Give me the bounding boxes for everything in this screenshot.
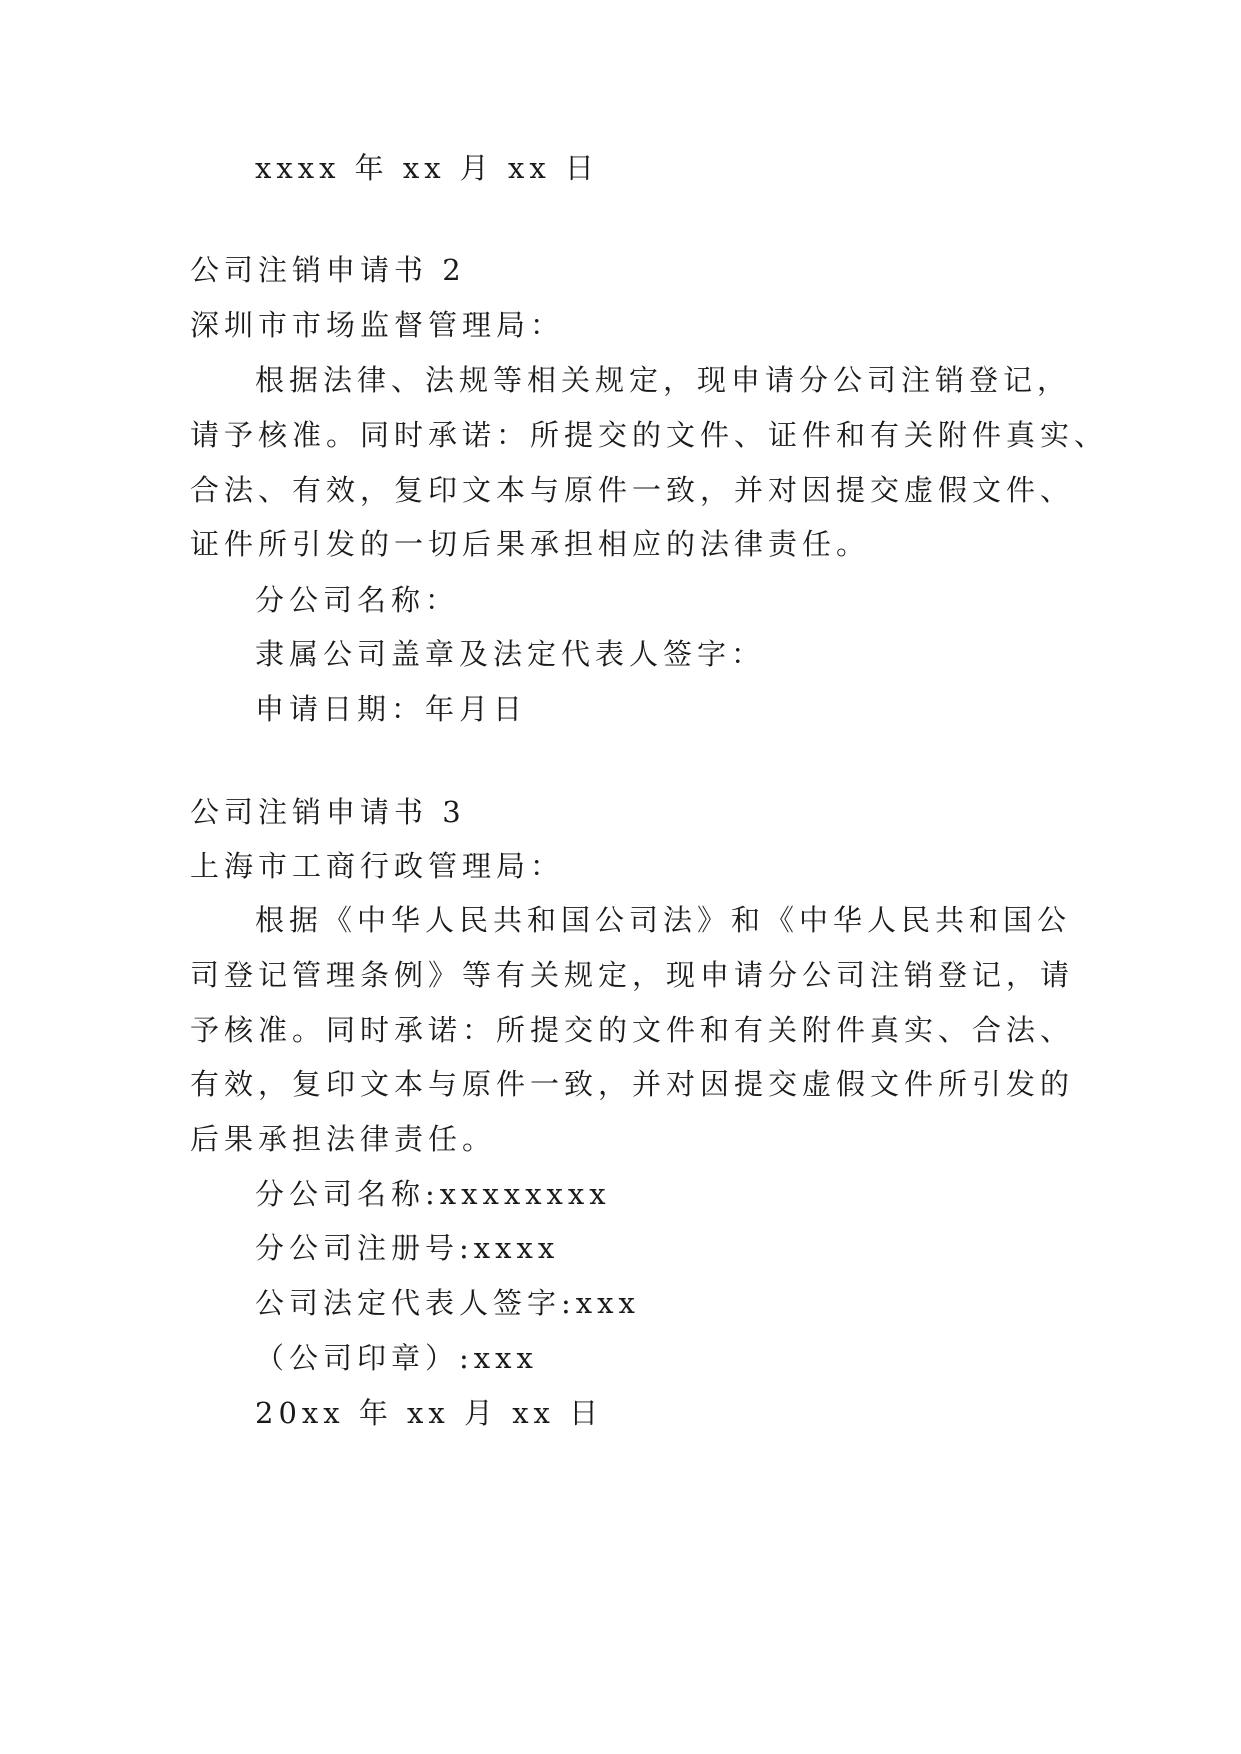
- doc3-title: 公司注销申请书 3: [190, 795, 466, 829]
- doc2-addressee: 深圳市市场监督管理局：: [190, 308, 565, 342]
- doc2-body-line-3: 合法、有效，复印文本与原件一致，并对因提交虚假文件、: [190, 473, 1075, 507]
- doc2-field-branch-name: 分公司名称：: [255, 583, 460, 617]
- doc3-body-line-4: 有效，复印文本与原件一致，并对因提交虚假文件所引发的: [190, 1067, 1075, 1101]
- doc3-body-line-1: 根据《中华人民共和国公司法》和《中华人民共和国公: [255, 903, 1072, 937]
- doc2-body-line-2: 请予核准。同时承诺：所提交的文件、证件和有关附件真实、: [190, 418, 1109, 452]
- doc3-field-seal: （公司印章）:xxx: [255, 1341, 538, 1375]
- doc2-field-signature: 隶属公司盖章及法定代表人签字：: [255, 637, 766, 671]
- doc2-title: 公司注销申请书 2: [190, 253, 466, 287]
- doc3-field-branch-name: 分公司名称:xxxxxxxx: [255, 1177, 611, 1211]
- doc3-field-date: 20xx 年 xx 月 xx 日: [255, 1396, 604, 1430]
- top-date: xxxx 年 xx 月 xx 日: [255, 151, 599, 185]
- doc3-field-signature: 公司法定代表人签字:xxx: [255, 1286, 640, 1320]
- doc3-body-line-2: 司登记管理条例》等有关规定，现申请分公司注销登记，请: [190, 958, 1075, 992]
- doc2-field-date: 申请日期：年月日: [255, 692, 528, 726]
- doc3-body-line-3: 予核准。同时承诺：所提交的文件和有关附件真实、合法、: [190, 1013, 1075, 1047]
- doc3-body-line-5: 后果承担法律责任。: [190, 1122, 497, 1156]
- doc3-field-registration-number: 分公司注册号:xxxx: [255, 1231, 560, 1265]
- doc2-body-line-4: 证件所引发的一切后果承担相应的法律责任。: [190, 527, 871, 561]
- doc3-addressee: 上海市工商行政管理局：: [190, 849, 565, 883]
- doc2-body-line-1: 根据法律、法规等相关规定，现申请分公司注销登记，: [255, 363, 1072, 397]
